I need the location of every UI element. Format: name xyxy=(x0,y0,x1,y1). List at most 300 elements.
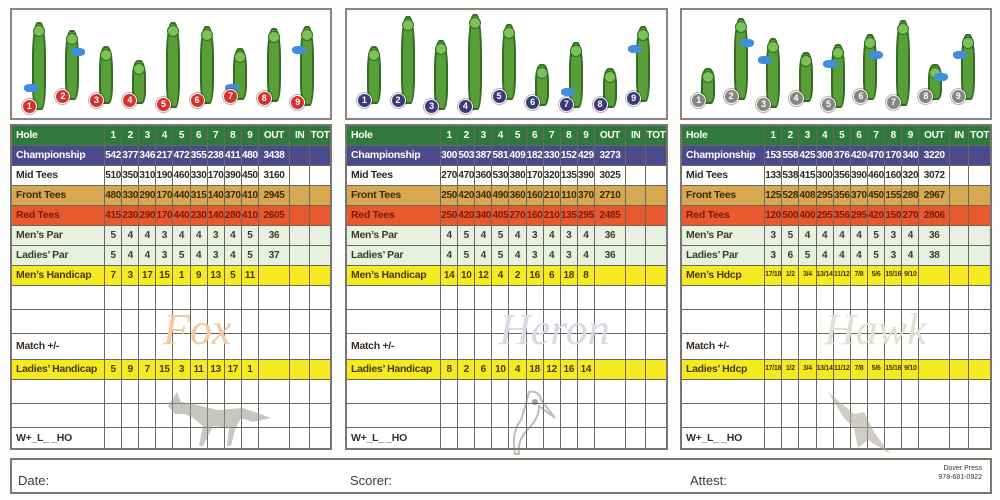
score-cell[interactable] xyxy=(833,309,850,333)
value-cell[interactable] xyxy=(646,359,667,379)
score-cell[interactable] xyxy=(560,333,577,359)
score-cell[interactable] xyxy=(310,427,331,449)
score-cell[interactable] xyxy=(173,333,190,359)
score-cell[interactable] xyxy=(207,309,224,333)
value-cell[interactable] xyxy=(290,359,310,379)
score-cell[interactable] xyxy=(833,403,850,427)
value-cell[interactable] xyxy=(949,185,968,205)
score-cell[interactable] xyxy=(594,309,625,333)
score-cell[interactable] xyxy=(190,333,207,359)
score-cell[interactable] xyxy=(949,333,968,359)
score-cell[interactable] xyxy=(816,427,833,449)
value-cell[interactable] xyxy=(949,145,968,165)
score-cell[interactable] xyxy=(139,379,156,403)
score-cell[interactable] xyxy=(867,285,884,309)
score-cell[interactable] xyxy=(885,379,902,403)
score-cell[interactable] xyxy=(543,427,560,449)
score-cell[interactable] xyxy=(509,379,526,403)
value-cell: 425 xyxy=(799,145,816,165)
score-cell[interactable] xyxy=(543,309,560,333)
score-cell[interactable] xyxy=(156,309,173,333)
score-cell[interactable] xyxy=(799,403,816,427)
score-cell[interactable] xyxy=(492,427,509,449)
score-cell[interactable] xyxy=(577,403,594,427)
value-cell: 360 xyxy=(475,165,492,185)
score-cell[interactable] xyxy=(458,309,475,333)
score-cell[interactable] xyxy=(949,309,968,333)
score-cell[interactable] xyxy=(867,427,884,449)
score-cell[interactable] xyxy=(139,427,156,449)
score-cell[interactable] xyxy=(919,379,950,403)
score-cell[interactable] xyxy=(475,333,492,359)
value-cell: 300 xyxy=(441,145,458,165)
score-cell[interactable] xyxy=(224,427,241,449)
score-cell[interactable] xyxy=(969,403,991,427)
score-cell[interactable] xyxy=(290,403,310,427)
score-cell[interactable] xyxy=(902,403,919,427)
player-name-cell[interactable] xyxy=(11,285,105,309)
score-cell[interactable] xyxy=(867,379,884,403)
score-cell[interactable] xyxy=(122,403,139,427)
value-cell[interactable] xyxy=(258,265,289,285)
score-cell[interactable] xyxy=(509,333,526,359)
value-cell[interactable] xyxy=(646,145,667,165)
value-cell[interactable] xyxy=(949,265,968,285)
score-cell[interactable] xyxy=(105,309,122,333)
score-cell[interactable] xyxy=(290,309,310,333)
score-cell[interactable] xyxy=(560,309,577,333)
score-cell[interactable] xyxy=(765,333,782,359)
score-cell[interactable] xyxy=(594,427,625,449)
score-cell[interactable] xyxy=(441,309,458,333)
player-name-cell[interactable] xyxy=(346,379,441,403)
value-cell[interactable] xyxy=(919,359,950,379)
score-cell[interactable] xyxy=(173,379,190,403)
score-cell[interactable] xyxy=(969,285,991,309)
value-cell[interactable] xyxy=(290,265,310,285)
score-cell[interactable] xyxy=(626,285,646,309)
score-cell[interactable] xyxy=(799,379,816,403)
score-cell[interactable] xyxy=(475,427,492,449)
score-cell[interactable] xyxy=(258,379,289,403)
score-cell[interactable] xyxy=(258,333,289,359)
score-cell[interactable] xyxy=(543,403,560,427)
value-cell[interactable] xyxy=(626,359,646,379)
score-cell[interactable] xyxy=(816,333,833,359)
score-cell[interactable] xyxy=(577,379,594,403)
score-cell[interactable] xyxy=(816,285,833,309)
score-cell[interactable] xyxy=(310,285,331,309)
score-cell[interactable] xyxy=(969,427,991,449)
score-cell[interactable] xyxy=(833,333,850,359)
score-cell[interactable] xyxy=(782,427,799,449)
score-cell[interactable] xyxy=(173,427,190,449)
score-cell[interactable] xyxy=(850,333,867,359)
score-cell[interactable] xyxy=(782,333,799,359)
score-cell[interactable] xyxy=(646,427,667,449)
score-cell[interactable] xyxy=(156,285,173,309)
score-cell[interactable] xyxy=(156,333,173,359)
score-cell[interactable] xyxy=(207,285,224,309)
score-cell[interactable] xyxy=(560,403,577,427)
score-cell[interactable] xyxy=(509,285,526,309)
value-cell[interactable] xyxy=(290,225,310,245)
value-cell[interactable] xyxy=(969,265,991,285)
score-cell[interactable] xyxy=(122,379,139,403)
score-cell[interactable] xyxy=(105,333,122,359)
player-name-cell[interactable] xyxy=(346,285,441,309)
score-cell[interactable] xyxy=(799,285,816,309)
value-cell[interactable] xyxy=(290,245,310,265)
value-cell[interactable] xyxy=(949,165,968,185)
score-cell[interactable] xyxy=(241,379,258,403)
score-cell[interactable] xyxy=(646,309,667,333)
score-cell[interactable] xyxy=(543,379,560,403)
score-cell[interactable] xyxy=(458,427,475,449)
score-cell[interactable] xyxy=(105,403,122,427)
score-cell[interactable] xyxy=(492,285,509,309)
score-cell[interactable] xyxy=(207,333,224,359)
score-cell[interactable] xyxy=(765,285,782,309)
score-cell[interactable] xyxy=(475,285,492,309)
player-name-cell[interactable] xyxy=(346,403,441,427)
score-cell[interactable] xyxy=(190,309,207,333)
value-cell: 4 xyxy=(509,225,526,245)
score-cell[interactable] xyxy=(919,403,950,427)
score-cell[interactable] xyxy=(475,403,492,427)
score-cell[interactable] xyxy=(458,403,475,427)
score-cell[interactable] xyxy=(782,379,799,403)
value-cell: 3220 xyxy=(919,145,950,165)
score-cell[interactable] xyxy=(139,403,156,427)
value-cell[interactable] xyxy=(969,185,991,205)
score-cell[interactable] xyxy=(173,403,190,427)
value-cell[interactable] xyxy=(969,205,991,225)
score-cell[interactable] xyxy=(190,427,207,449)
score-cell[interactable] xyxy=(626,427,646,449)
value-cell[interactable] xyxy=(646,205,667,225)
score-cell[interactable] xyxy=(816,379,833,403)
value-cell[interactable] xyxy=(646,265,667,285)
score-cell[interactable] xyxy=(833,427,850,449)
score-cell[interactable] xyxy=(919,427,950,449)
score-cell[interactable] xyxy=(509,309,526,333)
score-cell[interactable] xyxy=(441,427,458,449)
player-name-cell[interactable] xyxy=(11,309,105,333)
score-cell[interactable] xyxy=(816,403,833,427)
score-cell[interactable] xyxy=(646,379,667,403)
value-cell[interactable] xyxy=(594,265,625,285)
value-cell[interactable] xyxy=(646,245,667,265)
score-cell[interactable] xyxy=(885,427,902,449)
value-cell[interactable] xyxy=(258,359,289,379)
value-cell: 581 xyxy=(492,145,509,165)
score-cell[interactable] xyxy=(885,403,902,427)
score-cell[interactable] xyxy=(560,379,577,403)
value-cell[interactable] xyxy=(969,145,991,165)
score-cell[interactable] xyxy=(765,309,782,333)
score-cell[interactable] xyxy=(594,285,625,309)
value-cell[interactable] xyxy=(646,185,667,205)
value-cell[interactable] xyxy=(646,225,667,245)
score-cell[interactable] xyxy=(867,333,884,359)
score-cell[interactable] xyxy=(850,309,867,333)
score-cell[interactable] xyxy=(156,427,173,449)
score-cell[interactable] xyxy=(122,285,139,309)
course-name-watermark: Heron xyxy=(499,305,610,354)
value-cell[interactable] xyxy=(290,205,310,225)
score-cell[interactable] xyxy=(190,403,207,427)
score-cell[interactable] xyxy=(626,309,646,333)
value-cell[interactable] xyxy=(310,205,331,225)
score-cell[interactable] xyxy=(850,427,867,449)
score-cell[interactable] xyxy=(310,333,331,359)
player-name-cell[interactable] xyxy=(11,403,105,427)
value-cell[interactable] xyxy=(919,265,950,285)
value-cell[interactable] xyxy=(949,205,968,225)
score-cell[interactable] xyxy=(526,403,543,427)
score-cell[interactable] xyxy=(526,427,543,449)
player-name-cell[interactable] xyxy=(681,285,765,309)
score-cell[interactable] xyxy=(577,285,594,309)
value-cell[interactable] xyxy=(626,165,646,185)
scorer-field[interactable]: Scorer: xyxy=(350,473,392,488)
value-cell[interactable] xyxy=(626,145,646,165)
value-cell[interactable] xyxy=(310,225,331,245)
score-cell[interactable] xyxy=(139,309,156,333)
value-cell[interactable] xyxy=(969,245,991,265)
score-cell[interactable] xyxy=(577,309,594,333)
score-cell[interactable] xyxy=(626,333,646,359)
score-cell[interactable] xyxy=(258,285,289,309)
value-cell[interactable] xyxy=(626,245,646,265)
score-cell[interactable] xyxy=(156,379,173,403)
player-name-cell[interactable] xyxy=(681,403,765,427)
score-cell[interactable] xyxy=(224,403,241,427)
score-cell[interactable] xyxy=(543,285,560,309)
score-cell[interactable] xyxy=(885,333,902,359)
score-cell[interactable] xyxy=(441,379,458,403)
score-cell[interactable] xyxy=(850,403,867,427)
value-cell[interactable] xyxy=(969,359,991,379)
score-cell[interactable] xyxy=(902,309,919,333)
score-cell[interactable] xyxy=(799,309,816,333)
value-cell[interactable] xyxy=(290,185,310,205)
score-cell[interactable] xyxy=(224,285,241,309)
score-cell[interactable] xyxy=(258,403,289,427)
score-cell[interactable] xyxy=(441,403,458,427)
score-cell[interactable] xyxy=(492,379,509,403)
score-cell[interactable] xyxy=(765,403,782,427)
score-cell[interactable] xyxy=(122,333,139,359)
score-cell[interactable] xyxy=(310,403,331,427)
player-name-cell[interactable] xyxy=(11,379,105,403)
score-cell[interactable] xyxy=(492,333,509,359)
score-cell[interactable] xyxy=(526,333,543,359)
value-cell[interactable] xyxy=(290,145,310,165)
score-cell[interactable] xyxy=(799,427,816,449)
value-cell[interactable] xyxy=(626,205,646,225)
value-cell[interactable] xyxy=(594,359,625,379)
score-cell[interactable] xyxy=(310,309,331,333)
score-cell[interactable] xyxy=(543,333,560,359)
score-cell[interactable] xyxy=(949,403,968,427)
score-cell[interactable] xyxy=(492,309,509,333)
score-cell[interactable] xyxy=(122,427,139,449)
score-cell[interactable] xyxy=(105,285,122,309)
score-cell[interactable] xyxy=(258,309,289,333)
score-cell[interactable] xyxy=(969,379,991,403)
score-cell[interactable] xyxy=(122,309,139,333)
player-name-cell[interactable] xyxy=(681,379,765,403)
score-cell[interactable] xyxy=(105,379,122,403)
row-label: Match +/- xyxy=(681,333,765,359)
value-cell: 429 xyxy=(577,145,594,165)
score-cell[interactable] xyxy=(173,285,190,309)
score-cell[interactable] xyxy=(765,427,782,449)
score-cell[interactable] xyxy=(782,403,799,427)
score-cell[interactable] xyxy=(867,403,884,427)
score-cell[interactable] xyxy=(833,379,850,403)
score-cell[interactable] xyxy=(560,427,577,449)
score-cell[interactable] xyxy=(290,379,310,403)
value-cell[interactable] xyxy=(310,265,331,285)
score-cell[interactable] xyxy=(577,427,594,449)
value-cell[interactable] xyxy=(626,185,646,205)
value-cell[interactable] xyxy=(310,145,331,165)
value-cell[interactable] xyxy=(310,245,331,265)
score-cell[interactable] xyxy=(190,379,207,403)
score-cell[interactable] xyxy=(919,285,950,309)
score-cell[interactable] xyxy=(646,333,667,359)
score-cell[interactable] xyxy=(626,379,646,403)
score-cell[interactable] xyxy=(492,403,509,427)
value-cell: 170 xyxy=(207,165,224,185)
score-cell[interactable] xyxy=(290,333,310,359)
score-cell[interactable] xyxy=(949,427,968,449)
score-cell[interactable] xyxy=(646,403,667,427)
score-cell[interactable] xyxy=(919,333,950,359)
score-cell[interactable] xyxy=(310,379,331,403)
column-header: 6 xyxy=(190,125,207,145)
score-cell[interactable] xyxy=(458,285,475,309)
score-cell[interactable] xyxy=(949,285,968,309)
player-name-cell[interactable] xyxy=(346,309,441,333)
score-cell[interactable] xyxy=(867,309,884,333)
score-cell[interactable] xyxy=(782,309,799,333)
score-cell[interactable] xyxy=(526,379,543,403)
value-cell: 15/16 xyxy=(885,359,902,379)
score-cell[interactable] xyxy=(949,379,968,403)
score-cell[interactable] xyxy=(241,285,258,309)
score-cell[interactable] xyxy=(475,379,492,403)
score-cell[interactable] xyxy=(224,333,241,359)
score-cell[interactable] xyxy=(241,427,258,449)
score-cell[interactable] xyxy=(475,309,492,333)
score-cell[interactable] xyxy=(241,309,258,333)
score-cell[interactable] xyxy=(782,285,799,309)
score-cell[interactable] xyxy=(902,333,919,359)
score-cell[interactable] xyxy=(207,427,224,449)
score-cell[interactable] xyxy=(560,285,577,309)
score-cell[interactable] xyxy=(594,403,625,427)
score-cell[interactable] xyxy=(902,285,919,309)
score-cell[interactable] xyxy=(594,379,625,403)
value-cell[interactable] xyxy=(949,359,968,379)
value-cell[interactable] xyxy=(310,165,331,185)
score-cell[interactable] xyxy=(885,285,902,309)
value-cell[interactable] xyxy=(969,165,991,185)
score-cell[interactable] xyxy=(626,403,646,427)
score-cell[interactable] xyxy=(509,427,526,449)
score-cell[interactable] xyxy=(290,285,310,309)
score-cell[interactable] xyxy=(207,403,224,427)
score-cell[interactable] xyxy=(139,333,156,359)
value-cell[interactable] xyxy=(949,225,968,245)
score-cell[interactable] xyxy=(833,285,850,309)
player-name-cell[interactable] xyxy=(681,309,765,333)
match-row xyxy=(681,333,991,359)
value-cell[interactable] xyxy=(290,165,310,185)
score-cell[interactable] xyxy=(224,379,241,403)
score-cell[interactable] xyxy=(241,333,258,359)
score-cell[interactable] xyxy=(799,333,816,359)
score-cell[interactable] xyxy=(190,285,207,309)
score-cell[interactable] xyxy=(850,285,867,309)
score-cell[interactable] xyxy=(526,309,543,333)
score-cell[interactable] xyxy=(765,379,782,403)
score-cell[interactable] xyxy=(173,309,190,333)
score-cell[interactable] xyxy=(509,403,526,427)
score-cell[interactable] xyxy=(441,285,458,309)
score-cell[interactable] xyxy=(526,285,543,309)
score-cell[interactable] xyxy=(594,333,625,359)
value-cell[interactable] xyxy=(626,225,646,245)
attest-field[interactable]: Attest: xyxy=(690,473,727,488)
score-cell[interactable] xyxy=(646,285,667,309)
score-cell[interactable] xyxy=(258,427,289,449)
score-cell[interactable] xyxy=(441,333,458,359)
score-cell[interactable] xyxy=(139,285,156,309)
value-cell[interactable] xyxy=(310,185,331,205)
score-cell[interactable] xyxy=(105,427,122,449)
score-cell[interactable] xyxy=(919,309,950,333)
date-field[interactable]: Date: xyxy=(18,473,50,488)
score-cell[interactable] xyxy=(241,403,258,427)
score-cell[interactable] xyxy=(207,379,224,403)
value-cell[interactable] xyxy=(310,359,331,379)
score-cell[interactable] xyxy=(885,309,902,333)
value-cell[interactable] xyxy=(626,265,646,285)
score-cell[interactable] xyxy=(156,403,173,427)
score-cell[interactable] xyxy=(290,427,310,449)
score-cell[interactable] xyxy=(458,333,475,359)
score-cell[interactable] xyxy=(902,379,919,403)
score-cell[interactable] xyxy=(224,309,241,333)
front-row xyxy=(346,185,667,205)
score-cell[interactable] xyxy=(850,379,867,403)
value-cell: 13/14 xyxy=(816,265,833,285)
score-cell[interactable] xyxy=(458,379,475,403)
value-cell[interactable] xyxy=(949,245,968,265)
score-cell[interactable] xyxy=(902,427,919,449)
score-cell[interactable] xyxy=(969,309,991,333)
value-cell[interactable] xyxy=(646,165,667,185)
score-cell[interactable] xyxy=(969,333,991,359)
score-cell[interactable] xyxy=(577,333,594,359)
score-cell[interactable] xyxy=(816,309,833,333)
value-cell[interactable] xyxy=(969,225,991,245)
